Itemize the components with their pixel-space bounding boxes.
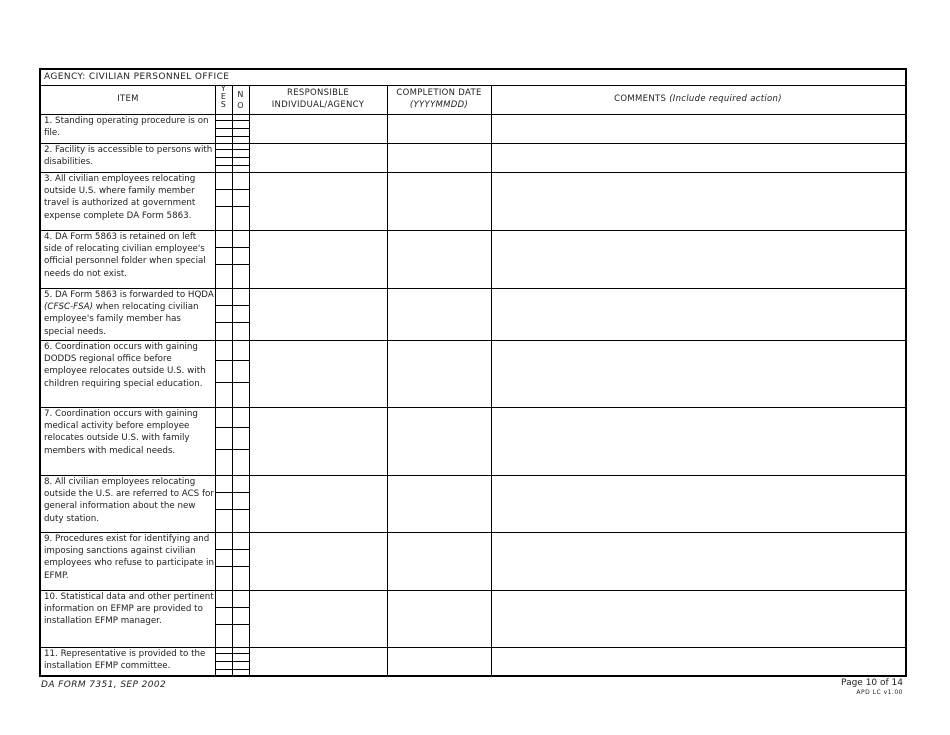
item-text: 5. DA Form 5863 is forwarded to HQDA (CFSC-FSA) when relocating civilian employee's family member has special needs. xyxy=(44,290,214,337)
row-divider xyxy=(41,288,905,289)
checkbox-divider xyxy=(215,492,249,493)
agency-label: AGENCY: CIVILIAN PERSONNEL OFFICE xyxy=(44,72,230,82)
checkbox-divider xyxy=(215,549,249,550)
checkbox-divider xyxy=(215,136,249,137)
row-divider xyxy=(41,590,905,591)
item-text: 11. Representative is provided to the installation EFMP committee. xyxy=(44,649,206,672)
checkbox-divider xyxy=(215,264,249,265)
header-yes: Y E S xyxy=(220,84,227,109)
yes-no-checkboxes[interactable] xyxy=(215,475,249,532)
checkbox-divider xyxy=(215,382,249,383)
checkbox-divider xyxy=(215,157,249,158)
item-text: 1. Standing operating procedure is on file. xyxy=(44,116,209,139)
item-text: 6. Coordination occurs with gaining DODDS regional office before employee relocates outside U.S. with children requiring special education. xyxy=(44,342,206,389)
row-divider xyxy=(41,143,905,144)
item-text: 9. Procedures exist for identifying and imposing sanctions against civilian employees who refuse to participate in EFMP. xyxy=(44,534,214,581)
checkbox-divider xyxy=(215,566,249,567)
checkbox-divider xyxy=(215,427,249,428)
table-row xyxy=(41,230,905,288)
item-text: 10. Statistical data and other pertinent information on EFMP are provided to installation EFMP manager. xyxy=(44,592,214,627)
checkbox-divider xyxy=(215,661,249,662)
row-divider xyxy=(41,532,905,533)
yes-no-checkboxes[interactable] xyxy=(215,143,249,172)
table-row xyxy=(41,143,905,172)
checkbox-divider xyxy=(215,247,249,248)
table-row xyxy=(41,288,905,340)
checkbox-divider xyxy=(215,165,249,166)
header-no: N O xyxy=(237,90,244,110)
yes-no-checkboxes[interactable] xyxy=(215,532,249,590)
checkbox-divider xyxy=(215,624,249,625)
yes-no-checkboxes[interactable] xyxy=(215,407,249,475)
table-row xyxy=(41,475,905,532)
version-label: APD LC v1.00 xyxy=(856,689,903,696)
row-divider xyxy=(41,230,905,231)
row-divider xyxy=(41,172,905,173)
table-row xyxy=(41,340,905,407)
item-text: 2. Facility is accessible to persons with disabilities. xyxy=(44,145,213,168)
checklist-form xyxy=(39,68,907,677)
yes-no-checkboxes[interactable] xyxy=(215,288,249,340)
checkbox-divider xyxy=(215,607,249,608)
yes-no-checkboxes[interactable] xyxy=(215,340,249,407)
page-number: Page 10 of 14 xyxy=(841,678,903,688)
checkbox-divider xyxy=(215,669,249,670)
agency-divider xyxy=(41,85,905,86)
row-divider xyxy=(41,475,905,476)
header-completion-date: COMPLETION DATE (YYYYMMDD) xyxy=(396,88,482,110)
checkbox-divider xyxy=(215,128,249,129)
checkbox-divider xyxy=(215,149,249,150)
table-row xyxy=(41,590,905,647)
checkbox-divider xyxy=(215,322,249,323)
yes-no-checkboxes[interactable] xyxy=(215,230,249,288)
table-row xyxy=(41,647,905,675)
checkbox-divider xyxy=(215,509,249,510)
row-divider xyxy=(41,407,905,408)
checkbox-divider xyxy=(215,653,249,654)
row-divider xyxy=(41,647,905,648)
checkbox-divider xyxy=(215,305,249,306)
yes-no-checkboxes[interactable] xyxy=(215,114,249,143)
table-row xyxy=(41,407,905,475)
checkbox-divider xyxy=(215,120,249,121)
checkbox-divider xyxy=(215,449,249,450)
checkbox-divider xyxy=(215,360,249,361)
yes-no-checkboxes[interactable] xyxy=(215,647,249,675)
table-row xyxy=(41,114,905,143)
yes-no-checkboxes[interactable] xyxy=(215,590,249,647)
item-text: 8. All civilian employees relocating outside the U.S. are referred to ACS for general information about the new duty station. xyxy=(44,477,214,524)
checkbox-divider xyxy=(215,206,249,207)
table-row xyxy=(41,172,905,230)
checkbox-divider xyxy=(215,189,249,190)
item-text: 4. DA Form 5863 is retained on left side of relocating civilian employee's official personnel folder when special needs do not exist. xyxy=(44,232,206,279)
table-row xyxy=(41,532,905,590)
item-text: 7. Coordination occurs with gaining medical activity before employee relocates outside U.S. with family members with medical needs. xyxy=(44,409,198,456)
header-responsible: RESPONSIBLE INDIVIDUAL/AGENCY xyxy=(271,88,365,110)
row-divider xyxy=(41,340,905,341)
form-id: DA FORM 7351, SEP 2002 xyxy=(41,680,167,690)
header-comments: COMMENTS (Include required action) xyxy=(614,94,782,104)
header-item: ITEM xyxy=(117,94,139,104)
yes-no-checkboxes[interactable] xyxy=(215,172,249,230)
item-text: 3. All civilian employees relocating outside U.S. where family member travel is authorized at government expense complete DA Form 5863. xyxy=(44,174,196,221)
